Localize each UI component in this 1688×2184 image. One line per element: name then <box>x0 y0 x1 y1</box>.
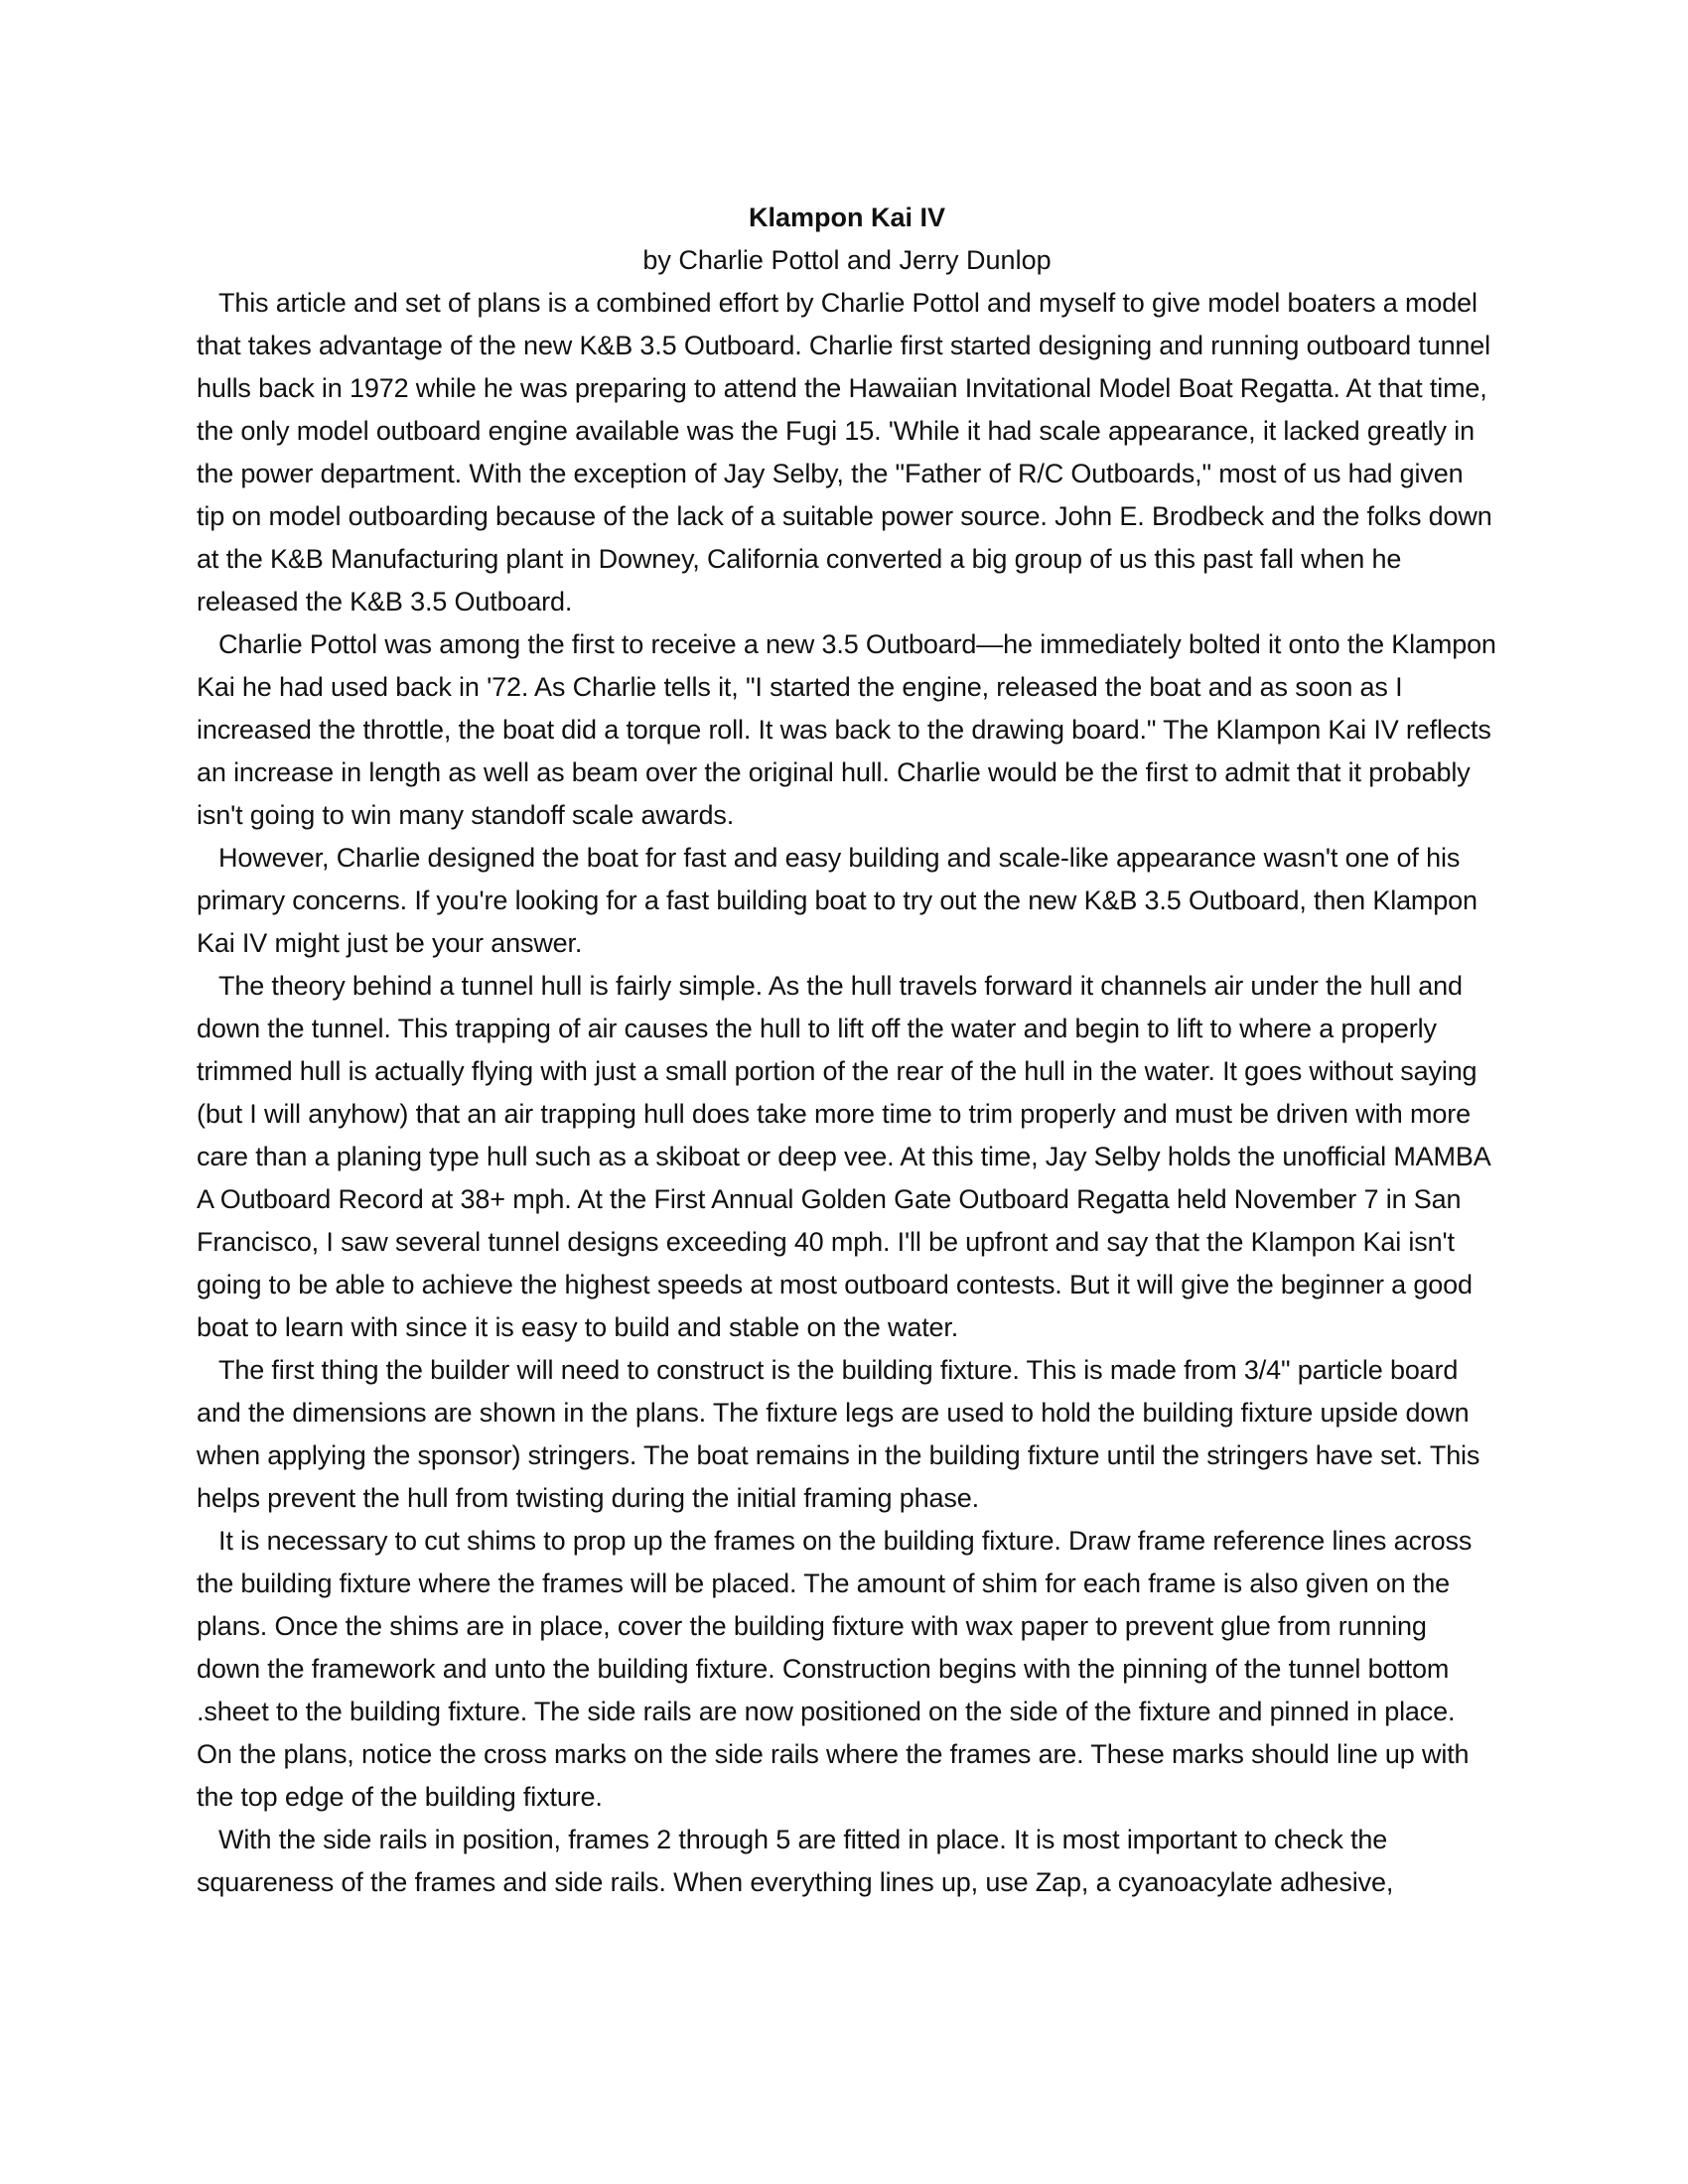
paragraph-4: The theory behind a tunnel hull is fairly simple. As the hull travels forward it channels air under the hull and down the tunnel. This trapping of air causes the hull to lift off the water and begin to lift to where a properly trimmed hull is actually flying with just a small portion of the rear of the hull in the water. It goes without saying (but I will anyhow) that an air trapping hull does take more time to trim properly and must be driven with more care than a planing type hull such as a skiboat or deep vee. At this time, Jay Selby holds the unofficial MAMBA A Outboard Record at 38+ mph. At the First Annual Golden Gate Outboard Regatta held November 7 in San Francisco, I saw several tunnel designs exceeding 40 mph. I'll be upfront and say that the Klampon Kai isn't going to be able to achieve the highest speeds at most outboard contests. But it will give the beginner a good boat to learn with since it is easy to build and stable on the water. <box>197 971 1490 1342</box>
paragraph-2: Charlie Pottol was among the first to receive a new 3.5 Outboard—he immediately bolted it onto the Klampon Kai he had used back in '72. As Charlie tells it, "I started the engine, released the boat and as soon as I increased the throttle, the boat did a torque roll. It was back to the drawing board." The Klampon Kai IV reflects an increase in length as well as beam over the original hull. Charlie would be the first to admit that it probably isn't going to win many standoff scale awards. <box>197 629 1496 830</box>
paragraph-3: However, Charlie designed the boat for fast and easy building and scale-like appearance wasn't one of his primary concerns. If you're looking for a fast building boat to try out the new K&B 3.5 Outboard, then Klampon Kai IV might just be your answer. <box>197 843 1477 958</box>
article-byline: by Charlie Pottol and Jerry Dunlop <box>642 245 1052 275</box>
paragraph-6: It is necessary to cut shims to prop up the frames on the building fixture. Draw frame reference lines across the building fixture where the frames will be placed. The amount of shim for each frame is also given on the plans. Once the shims are in place, cover the building fixture with wax paper to prevent glue from running down the framework and unto the building fixture. Construction begins with the pinning of the tunnel bottom .sheet to the building fixture. The side rails are now positioned on the side of the fixture and pinned in place. On the plans, notice the cross marks on the side rails where the frames are. These marks should line up with the top edge of the building fixture. <box>197 1526 1473 1812</box>
article-body <box>197 197 1497 1904</box>
paragraph-7: With the side rails in position, frames 2 through 5 are fitted in place. It is most important to check the squareness of the frames and side rails. When everything lines up, use Zap, a cyanoacylate adhesive, <box>197 1825 1394 1897</box>
article-title: Klampon Kai IV <box>748 203 946 232</box>
paragraph-5: The first thing the builder will need to construct is the building fixture. This is made from 3/4" particle board and the dimensions are shown in the plans. The fixture legs are used to hold the building fixture upside down when applying the sponsor) stringers. The boat remains in the building fixture until the stringers have set. This helps prevent the hull from twisting during the initial framing phase. <box>197 1355 1480 1513</box>
paragraph-1: This article and set of plans is a combined effort by Charlie Pottol and myself to give model boaters a model that takes advantage of the new K&B 3.5 Outboard. Charlie first started designing and running outboard tunnel hulls back in 1972 while he was preparing to attend the Hawaiian Invitational Model Boat Regatta. At that time, the only model outboard engine available was the Fugi 15. 'While it had scale appearance, it lacked greatly in the power department. With the exception of Jay Selby, the "Father of R/C Outboards," most of us had given tip on model outboarding because of the lack of a suitable power source. John E. Brodbeck and the folks down at the K&B Manufacturing plant in Downey, California converted a big group of us this past fall when he released the K&B 3.5 Outboard. <box>197 288 1492 616</box>
